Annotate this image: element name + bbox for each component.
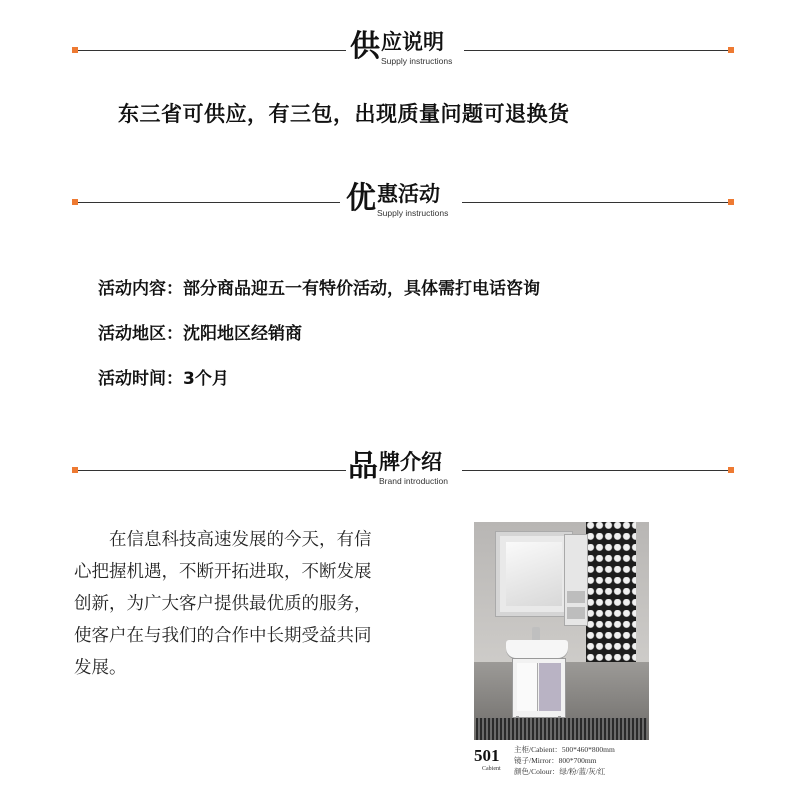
section-header-supply <box>72 30 734 70</box>
side-cabinet <box>564 534 588 626</box>
divider-line <box>78 50 346 51</box>
title-subtitle: Brand introduction <box>379 476 448 486</box>
bathroom-cabinet-photo <box>474 522 649 740</box>
divider-line <box>78 470 346 471</box>
divider-line <box>462 202 728 203</box>
wash-basin <box>506 640 568 658</box>
title-big-char: 供 <box>350 29 380 64</box>
promo-content: 活动内容：部分商品迎五一有特价活动，具体需打电话咨询 <box>98 279 540 299</box>
section-header-promotion <box>72 182 734 222</box>
section-title <box>350 30 452 66</box>
section-title <box>348 450 448 486</box>
title-rest: 牌介绍 <box>379 450 442 474</box>
title-subtitle: Supply instructions <box>377 208 449 218</box>
brand-line: 创新，为广大客户提供最优质的服务， <box>74 594 372 614</box>
promo-region: 活动地区：沈阳地区经销商 <box>98 324 302 344</box>
divider-line <box>464 50 728 51</box>
product-model-sub: Cabient <box>482 766 501 772</box>
promo-duration: 活动时间：3个月 <box>98 369 229 389</box>
divider-line <box>78 202 340 203</box>
title-big-char: 品 <box>348 449 378 484</box>
brand-line: 心把握机遇，不断开拓进取，不断发展 <box>74 562 372 582</box>
mirror-cabinet <box>496 532 572 616</box>
title-big-char: 优 <box>346 181 376 216</box>
floor-rug <box>476 718 647 740</box>
orange-marker <box>728 47 734 53</box>
supply-statement: 东三省可供应，有三包，出现质量问题可退换货 <box>118 102 570 126</box>
patterned-wall <box>586 522 636 672</box>
title-subtitle: Supply instructions <box>381 56 453 66</box>
section-title <box>346 182 448 218</box>
divider-line <box>462 470 728 471</box>
brand-line: 在信息科技高速发展的今天，有信 <box>74 530 372 550</box>
product-model: 501 <box>474 746 500 765</box>
vanity-cabinet <box>512 658 566 718</box>
orange-marker <box>728 199 734 205</box>
section-header-brand <box>72 450 734 490</box>
brand-line: 使客户在与我们的合作中长期受益共同 <box>74 626 372 646</box>
product-specs <box>514 744 615 777</box>
brand-line: 发展。 <box>74 658 127 678</box>
orange-marker <box>728 467 734 473</box>
spec-cabinet: 主柜/Cabient：500*460*800mm <box>514 745 615 754</box>
faucet <box>532 627 540 641</box>
title-rest: 惠活动 <box>377 182 440 206</box>
spec-mirror: 镜子/Mirror：800*700mm <box>514 756 597 765</box>
title-rest: 应说明 <box>381 30 444 54</box>
spec-colour: 颜色/Colour：绿/粉/蓝/灰/红 <box>514 767 606 776</box>
product-image <box>474 522 649 792</box>
brand-introduction-text <box>74 524 404 684</box>
